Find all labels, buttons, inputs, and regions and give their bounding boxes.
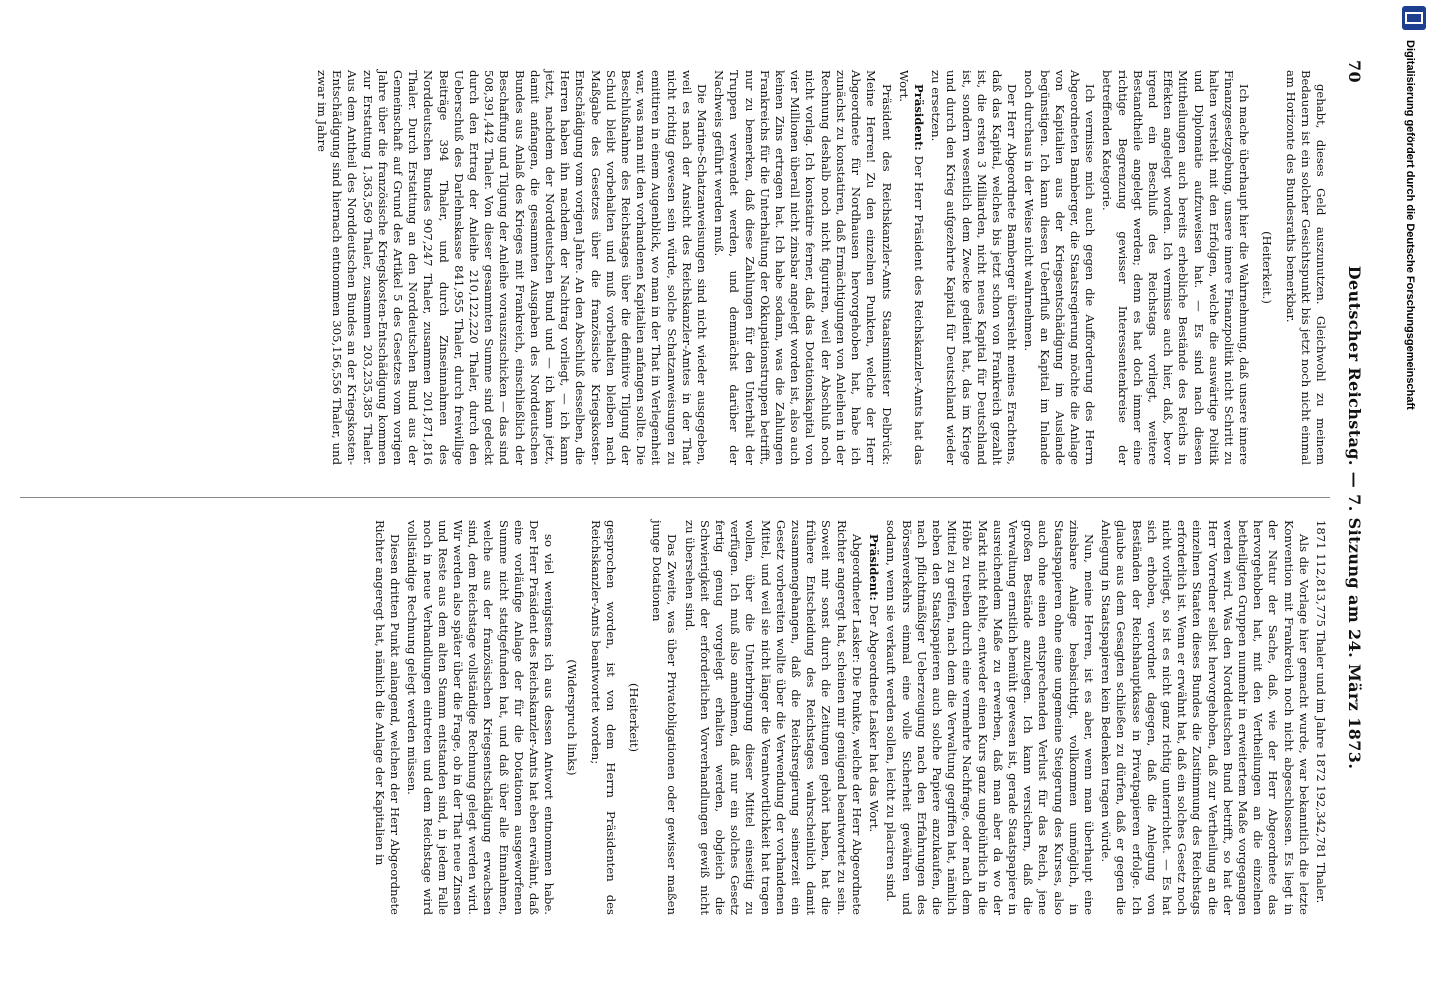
body-paragraph: so viel wenigstens ich aus dessen Antwort entnommen habe. Der Herr Präsident des Reichskanzler-Amts hat eben erwähnt, daß eine vorläufige Anlage der für die Dotationen ausgeworfenen Summe nicht stattgefunden hat, und daß über alle Einnahmen, welche aus der französischen Kriegsentschädigung erwachsen sind, dem Reichstage vollständige Rechnung gelegt werden wird. Wir werden also später über die Frage, ob in der That neue Zinsen und Reste aus dem alten Stamm entstanden sind, in jedem Falle noch in neue Verhandlungen eintreten und dem Reichstage wird vollständige Rechnung gelegt werden müssen. bbox=[405, 520, 557, 915]
speaker-name: Präsident: bbox=[867, 534, 882, 605]
body-paragraph: Das Zweite, was über Privatobligationen oder gewisser maßen junge Dotationen bbox=[650, 520, 680, 915]
body-paragraph: Abgeordneter Lasker: Die Punkte, welche der Herr Abgeordnete Richter angeregt hat, scheinen mir genügend beantwortet zu sein. Soweit mir sonst durch die Zeitungen gehört haben, hat die frühere Entscheidung des Reichstages wahrscheinlich damit zusammengehangen, daß die Reichsregierung seinerzeit ein Gesetz vorbereiten wollte über die Verwendung der vorhandenen Mittel, und weil sie nicht länger die Verantwortlichkeit hat tragen wollen, über die Unterbringung dieser Mittel einseitig zu verfügen. Ich muß also annehmen, daß nur ein solches Gesetz fertig genug vorgelegt erhalten werden, obgleich die Schwierigkeit der erforderlichen Vorverhandlungen gewiß nicht zu übersehen sind. bbox=[682, 520, 864, 915]
body-paragraph: Ich mache überhaupt hier die Wahrnehmung, daß unsere innere Finanzgesetzgebung, unsere innere Finanzpolitik nicht Schritt zu halten versteht mit den Erfolgen, welche die auswärtige Politik und Diplomatie aufzuweisen hat. — Es sind nach diesen Mittheilungen auch bereits erhebliche Bestände des Reichs in Effekten angelegt worden. Ich vermisse auch hier, daß, bevor irgend ein Beschluß des Reichstags vorliegt, weitere Bestandtheile angelegt werden; denn es hat doch immer eine richtige Begrenzung gewisser Interessentenkreise der betreffenden Kategorie. bbox=[1100, 70, 1252, 465]
speaker-paragraph bbox=[896, 70, 926, 465]
body-paragraph: Die Marine-Schatzanweisungen sind nicht wieder ausgegeben, weil es nach der Ansicht des Reichskanzler-Amtes in der That nicht richtig gewesen sein würde, solche Schatzanweisungen zu emittiren in einem Augenblick, wo man in der That in Verlegenheit war, was man mit den vorhandenen Kapitalien anfangen sollte. Die Beschlußnahme des Reichstages über die definitive Tilgung der Schuld bleibt vorbehalten und muß vorbehalten bleiben nach Maßgabe des Gesetzes über die französische Kriegskosten-Entschädigung vom vorigen Jahre. An den Abschluß desselben, die Herren haben ihn nachdem der Nachtrag vorliegt, — ich kann jetzt, nachdem der Norddeutschen Bund und — ich kann jetzt, damit anfangen, die gesammten Ausgaben des Norddeutschen Bundes aus Anlaß des Krieges mit Frankreich, einschließlich der Beschaffung und Tilgung der Anleihe vorauszuschicken — das sind 508,391,442 Thaler. Von dieser gesammten Summe sind gedeckt durch den Ertrag der Anleihe 210,122,220 Thaler, durch den Ueberschuß des Darlehnskasse 841,955 Thaler, durch freiwillige Beiträge 394 Thaler, und durch Zinseinnahmen des Norddeutschen Bundes 907,247 Thaler, zusammen 201,871,816 Thaler. Durch Erstattung an den Norddeutschen Bund aus der Gemeinschaft auf Grund des Artikel 5 des Gesetzes vom vorigen Jahre über die französische Kriegskosten-Entschädigung kommen zur Erstattung 1,363,569 Thaler, zusammen 203,235,385 Thaler. Aus dem Antheil des Norddeutschen Bundes an der Kriegskosten-Entschädigung sind hiernach entnommen 305,156,556 Thaler, und zwar im Jahre bbox=[315, 70, 710, 465]
body-paragraph: Ich vermisse mich auch gegen die Aufforderung des Herrn Abgeordneten Bamberger, die Staatsregierung möchte die Anlage von Kapitalien aus der Kriegsentschädigung im Auslande begünstigen. Ich kann diesen Ueberfluß an Kapital im Inlande noch durchaus in der Weise nicht wahrnehmen. bbox=[1022, 70, 1098, 465]
page-header bbox=[1342, 60, 1368, 952]
body-paragraph: gesprochen worden, ist von dem Herrn Präsidenten des Reichskanzler-Amts beantwortet worden; bbox=[588, 520, 618, 915]
page-title: Deutscher Reichstag. — 7. Sitzung am 24. März 1873. bbox=[1345, 265, 1365, 770]
digitization-credit: Digitalisierung gefördert durch die Deutsche Forschungsgemeinschaft bbox=[1404, 40, 1416, 410]
body-paragraph: Diesen dritten Punkt anlangend, welchen der Herr Abgeordnete Richter angeregt hat, nämlich die Anlage der Kapitalien in bbox=[373, 520, 403, 915]
left-text-column bbox=[312, 70, 1328, 465]
right-text-column bbox=[370, 520, 1328, 915]
speaker-name: Präsident: bbox=[911, 84, 926, 156]
page-number: 70 bbox=[1345, 60, 1365, 84]
body-paragraph: Nun, meine Herren, ist es aber, wenn man überhaupt eine zinsbare Anlage beabsichtigt, vollkommen unmöglich, in Staatspapieren ohne eine ungemeine Steigerung des Kurses, also auch ohne einen entsprechenden Verlust für das Reich, jene großen Bestände anzulegen. Ich kann versichern, daß die Verwaltung ernstlich bemüht gewesen ist, gerade Staatspapiere in ausreichendem Maße zu erwerben, daß man aber da wo der Markt nicht fehlte, entweder einen Kurs ganz ungebührlich in die Höhe zu treiben durch eine vermehrte Nachfrage, oder nach dem Mittel zu greifen, nach dem die Verwaltung gegriffen hat, nämlich neben den Staatspapieren auch solche Papiere anzukaufen, die nach pflichtmäßiger Ueberzeugung nach den Erfahrungen des Börsenverkehrs einmal eine volle Sicherheit gewähren und sodann, wenn sie verkauft werden sollen, leicht zu placiren sind. bbox=[884, 520, 1096, 915]
dfg-logo-icon bbox=[1402, 6, 1426, 30]
speaker-text: Der Herr Präsident des Reichskanzler-Amts hat das Wort. bbox=[896, 70, 926, 465]
column-divider bbox=[20, 497, 1330, 498]
stage-direction: (Heiterkeit.) bbox=[1260, 231, 1275, 304]
speaker-text: Der Abgeordnete Lasker hat das Wort. bbox=[867, 604, 882, 833]
body-paragraph: gehabt, dieses Geld auszunutzen. Gleichwohl zu meinem Bedauern ist ein solcher Gesichtspunkt bis jetzt noch nicht einmal am Horizonte des Bundesraths bemerkbar. bbox=[1283, 70, 1328, 465]
stage-direction: (Widerspruch links) bbox=[565, 659, 580, 776]
body-paragraph: Präsident des Reichskanzler-Amts Staatsminister Delbrück: Meine Herren! Zu den einzelnen Punkten, welche der Herr Abgeordnete für Nordhausen hervorgehoben hat, habe ich zunächst zu konstatiren, daß Ermächtigungen von Anleihen in der Rechnung deshalb noch nicht figuriren, weil der Abschluß noch nicht vorlag. Ich konstatire ferner, daß das Dotationskapital von vier Millionen überall nicht zinsbar angelegt worden ist, also auch keinen Zins ertragen hat. Ich habe sodann, was die Zahlungen Frankreichs für die Unterhaltung der Okkupationstruppen betrifft, nur zu bemerken, daß diese Zahlungen für den Unterhalt der Truppen verwendet werden, und demnächst darüber der Nachweis geführt werden muß. bbox=[712, 70, 894, 465]
body-paragraph: 1871 112,813,775 Thaler und im Jahre 1872 192,342,781 Thaler. bbox=[1314, 520, 1328, 904]
stage-direction: (Heiterkeit) bbox=[627, 682, 642, 753]
body-paragraph: Der Herr Abgeordnete Bamberger übersieht meines Erachtens, daß das Kapital, welches bis jetzt schon von Frankreich gezahlt ist, die ersten 3 Milliarden, nicht neues Kapital für Deutschland ist, sondern wesentlich dem Zwecke gedient hat, das im Kriege und durch den Krieg aufgezehrte Kapital für Deutschland wieder zu ersetzen. bbox=[929, 70, 1020, 465]
body-paragraph: Als die Vorlage hier gemacht wurde, war bekanntlich die letzte Konvention mit Frankreich noch nicht abgeschlossen. Es liegt in der Natur der Sache, daß, wie der Herr Abgeordnete das hervorgehoben hat, mit den Vertheilungen an die einzelnen betheiligten Gruppen nunmehr in erweitertem Maße vorgegangen werden wird. Was den Norddeutschen Bund betrifft, so hat der Herr Vorredner selbst hervorgehoben, daß zur Vertheilung an die einzelnen Staaten dieses Bundes die Zustimmung des Reichstags erforderlich ist. Wenn er erwähnt hat, daß ein solches Gesetz noch nicht vorliegt, so ist es nicht ganz richtig unterrichtet. — Es hat sich erhoben, verordnet dagegen, daß die Anlegung von Beständen der Reichshauptkasse in Privatpapieren erfolge. Ich glaube aus dem Gesagten schließen zu dürfen, daß er gegen die Anlegung in Staatspapieren kein Bedenken tragen würde. bbox=[1099, 520, 1311, 915]
speaker-paragraph bbox=[866, 520, 881, 915]
